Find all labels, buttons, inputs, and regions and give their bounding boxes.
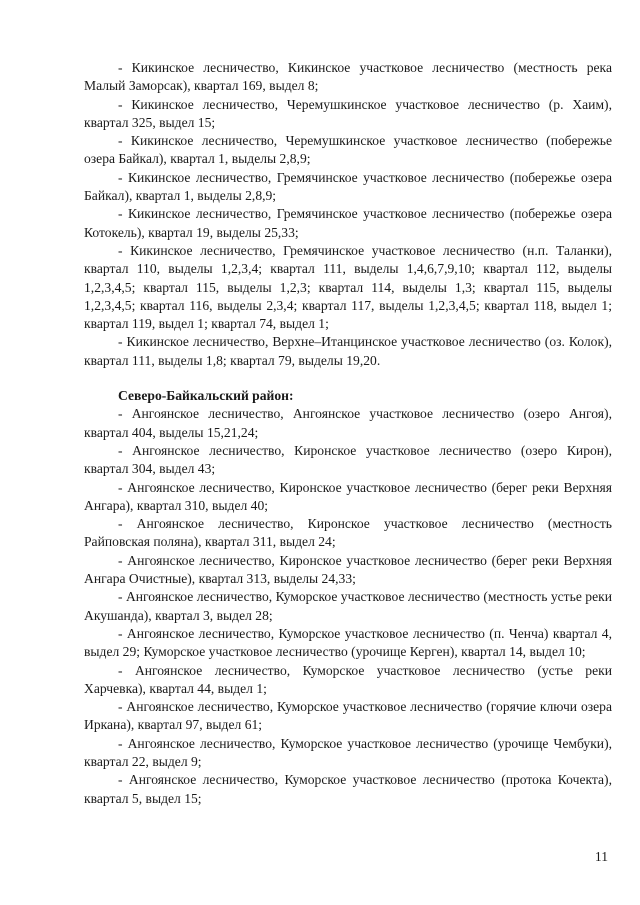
list-item: - Ангоянское лесничество, Куморское участковое лесничество (устье реки Харчевка), квартал 44, выдел 1; [84, 662, 612, 696]
list-item: - Ангоянское лесничество, Киронское участковое лесничество (местность Райповская поляна), квартал 311, выдел 24; [84, 516, 612, 550]
list-item: - Ангоянское лесничество, Куморское участковое лесничество (местность устье реки Акушанда), квартал 3, выдел 28; [84, 589, 612, 623]
list-item: - Кикинское лесничество, Черемушкинское участковое лесничество (побережье озера Байкал), квартал 1, выделы 2,8,9; [84, 133, 612, 167]
list-item: - Ангоянское лесничество, Ангоянское участковое лесничество (озеро Ангоя), квартал 404, выделы 15,21,24; [84, 406, 612, 440]
list-item: - Кикинское лесничество, Черемушкинское участковое лесничество (р. Хаим), квартал 325, выдел 15; [84, 96, 612, 130]
list-item: - Ангоянское лесничество, Киронское участковое лесничество (берег реки Верхняя Ангара Очистные), квартал 313, выделы 24,33; [84, 552, 612, 587]
document-body [84, 59, 612, 808]
list-item: - Ангоянское лесничество, Киронское участковое лесничество (озеро Кирон), квартал 304, выдел 43; [84, 442, 612, 477]
list-item: - Кикинское лесничество, Кикинское участковое лесничество (местность река Малый Заморсак), квартал 169, выдел 8; [84, 60, 612, 94]
list-item: - Ангоянское лесничество, Куморское участковое лесничество (п. Ченча) квартал 4, выдел 29; Куморское участковое лесничество (урочище Керген), квартал 14, выдел 10; [84, 625, 612, 660]
section-spacer [84, 370, 612, 387]
list-item: - Кикинское лесничество, Верхне–Итанцинское участковое лесничество (оз. Колок), квартал 111, выделы 1,8; квартал 79, выделы 19,20. [84, 334, 612, 368]
list-item: - Ангоянское лесничество, Куморское участковое лесничество (горячие ключи озера Иркана), квартал 97, выдел 61; [84, 699, 612, 733]
section-heading: Северо-Байкальский район: [118, 388, 294, 404]
list-item: - Ангоянское лесничество, Киронское участковое лесничество (берег реки Верхняя Ангара), квартал 310, выдел 40; [84, 479, 612, 513]
list-item: - Ангоянское лесничество, Куморское участковое лесничество (урочище Чембуки), квартал 22, выдел 9; [84, 735, 612, 769]
list-item: - Кикинское лесничество, Гремячинское участковое лесничество (побережье озера Котокель), квартал 19, выделы 25,33; [84, 206, 612, 240]
list-item: - Кикинское лесничество, Гремячинское участковое лесничество (н.п. Таланки), квартал 110, выделы 1,2,3,4; квартал 111, выделы 1,4,6,7,9,10; квартал 112, выделы 1,2,3,4,5; квартал 115, выделы 1,2,3; квартал 114, выделы 1,3; квартал 115, выделы 1,2,3,4,5; квартал 116, выделы 2,3,4; квартал 117, выделы 1,2,3,4,5; квартал 118, выдел 1; квартал 119, выдел 1; квартал 74, выдел 1; [84, 242, 612, 332]
list-item: - Кикинское лесничество, Гремячинское участковое лесничество (побережье озера Байкал), квартал 1, выделы 2,8,9; [84, 169, 612, 204]
page-number: 11 [594, 849, 608, 864]
list-item: - Ангоянское лесничество, Куморское участковое лесничество (протока Кочекта), квартал 5, выдел 15; [84, 772, 612, 806]
